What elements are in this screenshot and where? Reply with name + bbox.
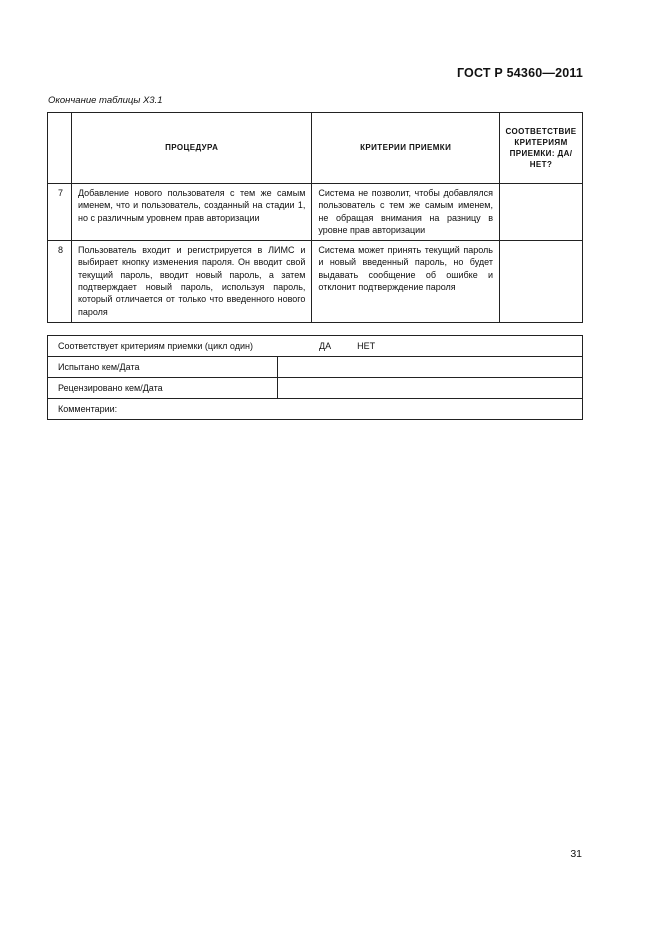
yes-option: ДА: [318, 341, 332, 351]
table-row: [48, 241, 583, 323]
row-criteria: Система не позволит, чтобы добавлялся пользователь с тем же самым именем, не обращая внимания на разницу в уровне прав авторизации: [312, 184, 500, 241]
column-header-criteria: КРИТЕРИИ ПРИЕМКИ: [312, 113, 500, 184]
comments-label: Комментарии:: [48, 399, 583, 420]
page-number: 31: [570, 848, 582, 860]
table-row: [48, 184, 583, 241]
conformity-cell: [48, 336, 583, 357]
column-header-procedure: ПРОЦЕДУРА: [71, 113, 311, 184]
row-conformity: [500, 184, 583, 241]
row-procedure: Пользователь входит и регистрируется в ЛИМС и выбирает кнопку изменения пароля. Он вводит свой текущий пароль, вводит новый пароль, а затем подтверждает новый пароль, используя пароль, который отличается от только что введенного нового пароля: [71, 241, 311, 323]
row-number: 8: [48, 241, 72, 323]
reviewed-by-row: [48, 378, 583, 399]
acceptance-table: [47, 335, 583, 420]
standard-code: ГОСТ Р 54360—2011: [456, 66, 583, 80]
comments-row: [48, 399, 583, 420]
column-header-conformity: СООТВЕТСТВИЕ КРИТЕРИЯМ ПРИЕМКИ: ДА/НЕТ?: [500, 113, 583, 184]
table-header-row: [48, 113, 583, 184]
row-conformity: [500, 241, 583, 323]
table-caption: Окончание таблицы Х3.1: [48, 95, 163, 106]
row-criteria: Система может принять текущий пароль и новый введенный пароль, но будет выдавать сообщение об ошибке и отклонит подтверждение пароля: [312, 241, 500, 323]
conformity-row: [48, 336, 583, 357]
no-option: НЕТ: [357, 341, 376, 351]
reviewed-by-field: [277, 378, 582, 399]
row-number: 7: [48, 184, 72, 241]
row-procedure: Добавление нового пользователя с тем же самым именем, что и пользователь, созданный на стадии 1, но с различным уровнем прав авторизации: [71, 184, 311, 241]
conformity-label: Соответствует критериям приемки (цикл один): [58, 341, 253, 351]
tested-by-field: [277, 357, 582, 378]
column-header-number: [48, 113, 72, 184]
tested-by-label: Испытано кем/Дата: [48, 357, 278, 378]
procedure-table: [47, 112, 583, 323]
reviewed-by-label: Рецензировано кем/Дата: [48, 378, 278, 399]
tested-by-row: [48, 357, 583, 378]
